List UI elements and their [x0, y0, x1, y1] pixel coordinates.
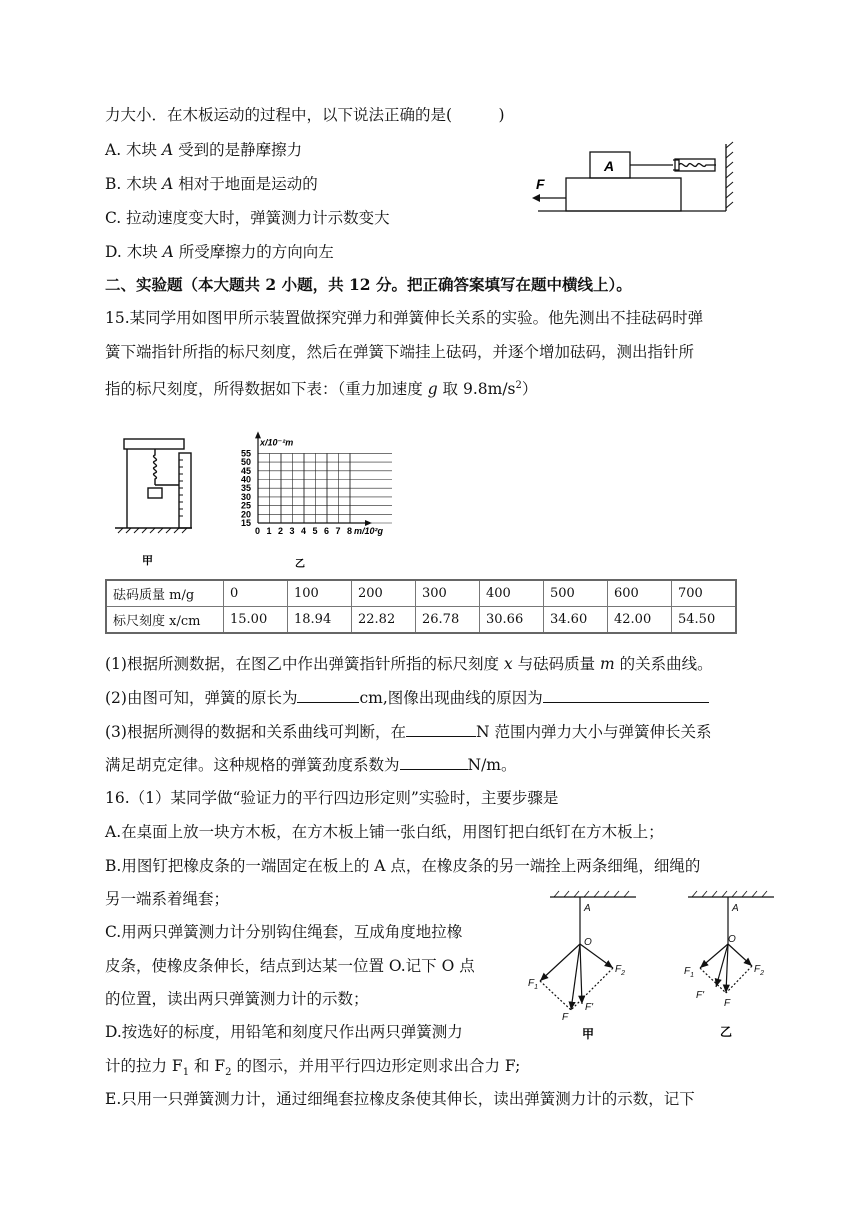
table-cell-reading: 54.50: [672, 607, 737, 634]
answer-blank-range[interactable]: [406, 722, 476, 737]
x-tick-label: 7: [335, 526, 341, 536]
y-axis-label: x/10⁻²m: [260, 437, 294, 448]
section-heading: 二、实验题（本大题共 2 小题，共 12 分。把正确答案填写在题中横线上）。: [105, 275, 632, 294]
q16-intro: 16.（1）某同学做“验证力的平行四边形定则”实验时，主要步骤是: [105, 789, 559, 807]
table-row-label-mass: 砝码质量 m/g: [106, 580, 224, 607]
table-cell-reading: 18.94: [288, 607, 352, 634]
table-cell-mass: 100: [288, 580, 352, 607]
q16-step-d-line2: 计的拉力 $F_1$ 和 $F_2$ 的图示，并用平行四边形定则求出合力 F;: [105, 1057, 521, 1079]
y-tick-label: 25: [241, 500, 252, 511]
q16-step-c-line2: 皮条，使橡皮条伸长，结点到达某一位置 O.记下 O 点: [105, 957, 475, 975]
table-row-label-scale: 标尺刻度 x/cm: [106, 607, 224, 634]
x-axis-label: m/10²g: [354, 526, 384, 536]
y-tick-label: 55: [241, 448, 252, 459]
x-tick-label: 1: [266, 526, 272, 536]
y-tick-label: 20: [241, 509, 252, 520]
answer-blank-length[interactable]: [297, 688, 359, 703]
table-cell-reading: 42.00: [608, 607, 672, 634]
table-cell-mass: 0: [224, 580, 288, 607]
fig1-label-o: O: [584, 937, 592, 948]
table-cell-mass: 200: [352, 580, 416, 607]
q15-apparatus-figure: [110, 430, 210, 572]
x-tick-label: 0: [255, 526, 261, 536]
q14-option-d: D. 木块 A 所受摩擦力的方向向左: [105, 243, 334, 261]
fig2-caption: 乙: [720, 1025, 733, 1039]
fig2-label-f: F: [724, 998, 731, 1009]
q14-stem: 力大小．在木板运动的过程中，以下说法正确的是( ): [105, 106, 505, 124]
table-cell-mass: 600: [608, 580, 672, 607]
table-cell-mass: 500: [544, 580, 608, 607]
y-tick-label: 30: [241, 491, 252, 502]
q15-intro-line1: 15.某同学用如图甲所示装置做探究弹力和弹簧伸长关系的实验。他先测出不挂砝码时弹: [105, 309, 704, 327]
q15-part1: (1)根据所测数据，在图乙中作出弹簧指针所指的标尺刻度 x 与砝码质量 m 的关系曲线。: [105, 655, 713, 673]
q16-step-b-line1: B.用图钉把橡皮条的一端固定在板上的 A 点，在橡皮条的另一端拴上两条细绳，细绳的: [105, 857, 701, 875]
x-tick-label: 6: [324, 526, 330, 536]
q15-part2: (2)由图可知，弹簧的原长为 cm,图像出现曲线的原因为: [105, 688, 709, 708]
fig2-label-a: A: [732, 903, 739, 914]
table-cell-reading: 15.00: [224, 607, 288, 634]
q14-board-figure: [528, 140, 740, 218]
y-tick-label: 45: [241, 465, 252, 476]
x-tick-label: 8: [347, 526, 353, 536]
answer-blank-stiffness[interactable]: [400, 755, 468, 770]
y-tick-label: 50: [241, 457, 252, 468]
fig2-label-f2: $F_2$: [754, 964, 765, 977]
y-tick-label: 15: [241, 518, 252, 528]
q15-fig-jia-label: 甲: [142, 555, 153, 567]
table-cell-mass: 700: [672, 580, 737, 607]
x-tick-label: 4: [301, 526, 307, 536]
table-row: [106, 607, 736, 634]
fig2-label-fprime: F': [696, 990, 705, 1001]
q14-option-b: B. 木块 A 相对于地面是运动的: [105, 175, 318, 193]
q16-step-d-line1: D.按选好的标度，用铅笔和刻度尺作出两只弹簧测力: [105, 1023, 463, 1041]
table-cell-mass: 300: [416, 580, 480, 607]
answer-blank-reason[interactable]: [543, 688, 709, 703]
fig2-label-o: O: [728, 934, 736, 945]
q16-step-b-line2: 另一端系着绳套；: [105, 890, 230, 908]
q14-force-label: F: [536, 176, 545, 192]
fig1-label-a: A: [584, 903, 591, 914]
q15-data-table: [105, 579, 737, 634]
q16-force-figure: [520, 886, 790, 1042]
q14-option-c: C. 拉动速度变大时，弹簧测力计示数变大: [105, 209, 390, 227]
q16-step-a: A.在桌面上放一块方木板，在方木板上铺一张白纸，用图钉把白纸钉在方木板上；: [105, 823, 664, 841]
q16-step-c-line3: 的位置，读出两只弹簧测力计的示数；: [105, 990, 369, 1008]
table-cell-reading: 22.82: [352, 607, 416, 634]
fig1-caption: 甲: [582, 1027, 595, 1041]
fig1-label-f2: $F_2$: [615, 964, 626, 977]
table-row: [106, 580, 736, 607]
q14-option-a: A. 木块 A 受到的是静摩擦力: [105, 141, 303, 159]
fig-yi-label: 乙: [295, 559, 305, 568]
y-tick-label: 40: [241, 474, 252, 485]
fig1-label-f: F: [562, 1012, 569, 1023]
q15-intro-line2: 簧下端指针所指的标尺刻度，然后在弹簧下端挂上砝码，并逐个增加砝码，测出指针所: [105, 343, 695, 361]
q15-part3-line2: 满足胡克定律。这种规格的弹簧劲度系数为 N/m。: [105, 756, 517, 774]
q14-block-label: A: [604, 158, 615, 174]
table-cell-reading: 26.78: [416, 607, 480, 634]
x-tick-label: 3: [289, 526, 295, 536]
fig2-label-f1: $F_1$: [684, 966, 695, 979]
q16-step-c-line1: C.用两只弹簧测力计分别钩住绳套，互成角度地拉橡: [105, 923, 463, 941]
table-cell-reading: 30.66: [480, 607, 544, 634]
fig1-label-fprime: F': [585, 1002, 594, 1013]
x-tick-label: 2: [278, 526, 284, 536]
q15-blank-graph: [232, 408, 392, 568]
x-tick-label: 5: [312, 526, 318, 536]
q16-step-e: E.只用一只弹簧测力计，通过细绳套拉橡皮条使其伸长，读出弹簧测力计的示数，记下: [105, 1090, 695, 1108]
q15-part3-line1: (3)根据所测得的数据和关系曲线可判断，在 N 范围内弹力大小与弹簧伸长关系: [105, 723, 712, 741]
y-tick-label: 35: [241, 483, 252, 494]
table-cell-mass: 400: [480, 580, 544, 607]
fig1-label-f1: $F_1$: [528, 978, 539, 991]
q15-intro-line3: 指的标尺刻度，所得数据如下表：（重力加速度 g 取 $9.8m/s^2$）: [105, 380, 538, 399]
table-cell-reading: 34.60: [544, 607, 608, 634]
